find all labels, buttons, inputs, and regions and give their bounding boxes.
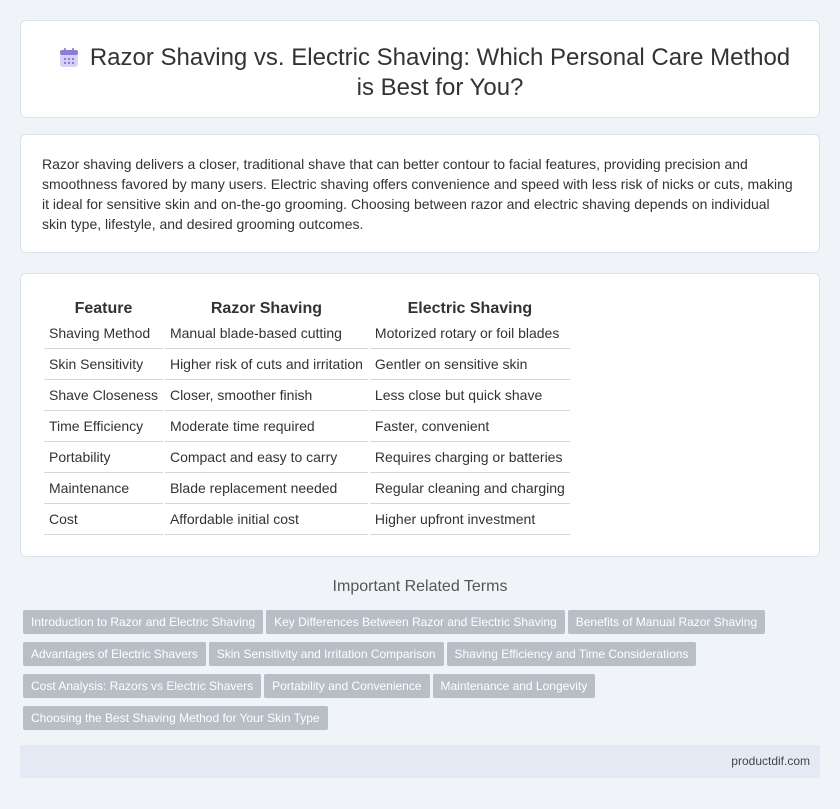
- table-header-row: [44, 296, 570, 318]
- page-title: Razor Shaving vs. Electric Shaving: Which Personal Care Method is Best for You?: [89, 44, 791, 101]
- electric-cell: Motorized rotary or foil blades: [370, 318, 570, 349]
- tag-row: [23, 642, 813, 674]
- razor-cell: Higher risk of cuts and irritation: [165, 349, 368, 380]
- tag-row: [23, 706, 813, 738]
- tag-link[interactable]: Skin Sensitivity and Irritation Comparison: [209, 642, 444, 666]
- tag-link[interactable]: Benefits of Manual Razor Shaving: [568, 610, 765, 634]
- feature-cell: Skin Sensitivity: [44, 349, 163, 380]
- header-feature: Feature: [74, 300, 133, 317]
- table-row: [44, 318, 570, 349]
- table-row: [44, 473, 570, 504]
- calendar-icon: [58, 47, 80, 69]
- title-wrap: [21, 43, 819, 103]
- electric-cell: Gentler on sensitive skin: [370, 349, 570, 380]
- tag-link[interactable]: Introduction to Razor and Electric Shaving: [23, 610, 263, 634]
- header-electric-shaving: Electric Shaving: [407, 300, 533, 317]
- tag-link[interactable]: Choosing the Best Shaving Method for Your Skin Type: [23, 706, 328, 730]
- table-row: [44, 349, 570, 380]
- tag-row: [23, 674, 813, 706]
- comparison-table: [42, 296, 572, 535]
- intro-card: [20, 134, 820, 253]
- footer-site-link[interactable]: productdif.com: [731, 754, 810, 768]
- tag-link[interactable]: Key Differences Between Razor and Electric Shaving: [266, 610, 565, 634]
- razor-cell: Manual blade-based cutting: [165, 318, 368, 349]
- electric-cell: Regular cleaning and charging: [370, 473, 570, 504]
- razor-cell: Moderate time required: [165, 411, 368, 442]
- electric-cell: Less close but quick shave: [370, 380, 570, 411]
- tag-link[interactable]: Cost Analysis: Razors vs Electric Shavers: [23, 674, 261, 698]
- related-tags: [23, 610, 813, 738]
- table-row: [44, 442, 570, 473]
- tag-row: [23, 610, 813, 642]
- table-row: [44, 411, 570, 442]
- tag-link[interactable]: Maintenance and Longevity: [433, 674, 596, 698]
- razor-cell: Affordable initial cost: [165, 504, 368, 535]
- feature-cell: Portability: [44, 442, 163, 473]
- razor-cell: Closer, smoother finish: [165, 380, 368, 411]
- feature-cell: Cost: [44, 504, 163, 535]
- electric-cell: Higher upfront investment: [370, 504, 570, 535]
- intro-paragraph: Razor shaving delivers a closer, traditional shave that can better contour to facial features, providing precision and smoothness favored by many users. Electric shaving offers convenience and speed with less risk of nicks or cuts, making it ideal for sensitive skin and on-the-go grooming. Choosing between razor and electric shaving depends on individual skin type, lifestyle, and desired grooming outcomes.: [42, 156, 793, 232]
- comparison-card: [20, 273, 820, 557]
- feature-cell: Shaving Method: [44, 318, 163, 349]
- feature-cell: Time Efficiency: [44, 411, 163, 442]
- footer-bar: [20, 745, 820, 778]
- razor-cell: Blade replacement needed: [165, 473, 368, 504]
- table-row: [44, 380, 570, 411]
- electric-cell: Requires charging or batteries: [370, 442, 570, 473]
- tag-link[interactable]: Shaving Efficiency and Time Considerations: [447, 642, 697, 666]
- tag-link[interactable]: Advantages of Electric Shavers: [23, 642, 206, 666]
- title-card: [20, 20, 820, 118]
- table-row: [44, 504, 570, 535]
- tag-link[interactable]: Portability and Convenience: [264, 674, 429, 698]
- feature-cell: Maintenance: [44, 473, 163, 504]
- electric-cell: Faster, convenient: [370, 411, 570, 442]
- header-razor-shaving: Razor Shaving: [210, 300, 322, 317]
- razor-cell: Compact and easy to carry: [165, 442, 368, 473]
- feature-cell: Shave Closeness: [44, 380, 163, 411]
- related-terms-title: Important Related Terms: [332, 578, 508, 595]
